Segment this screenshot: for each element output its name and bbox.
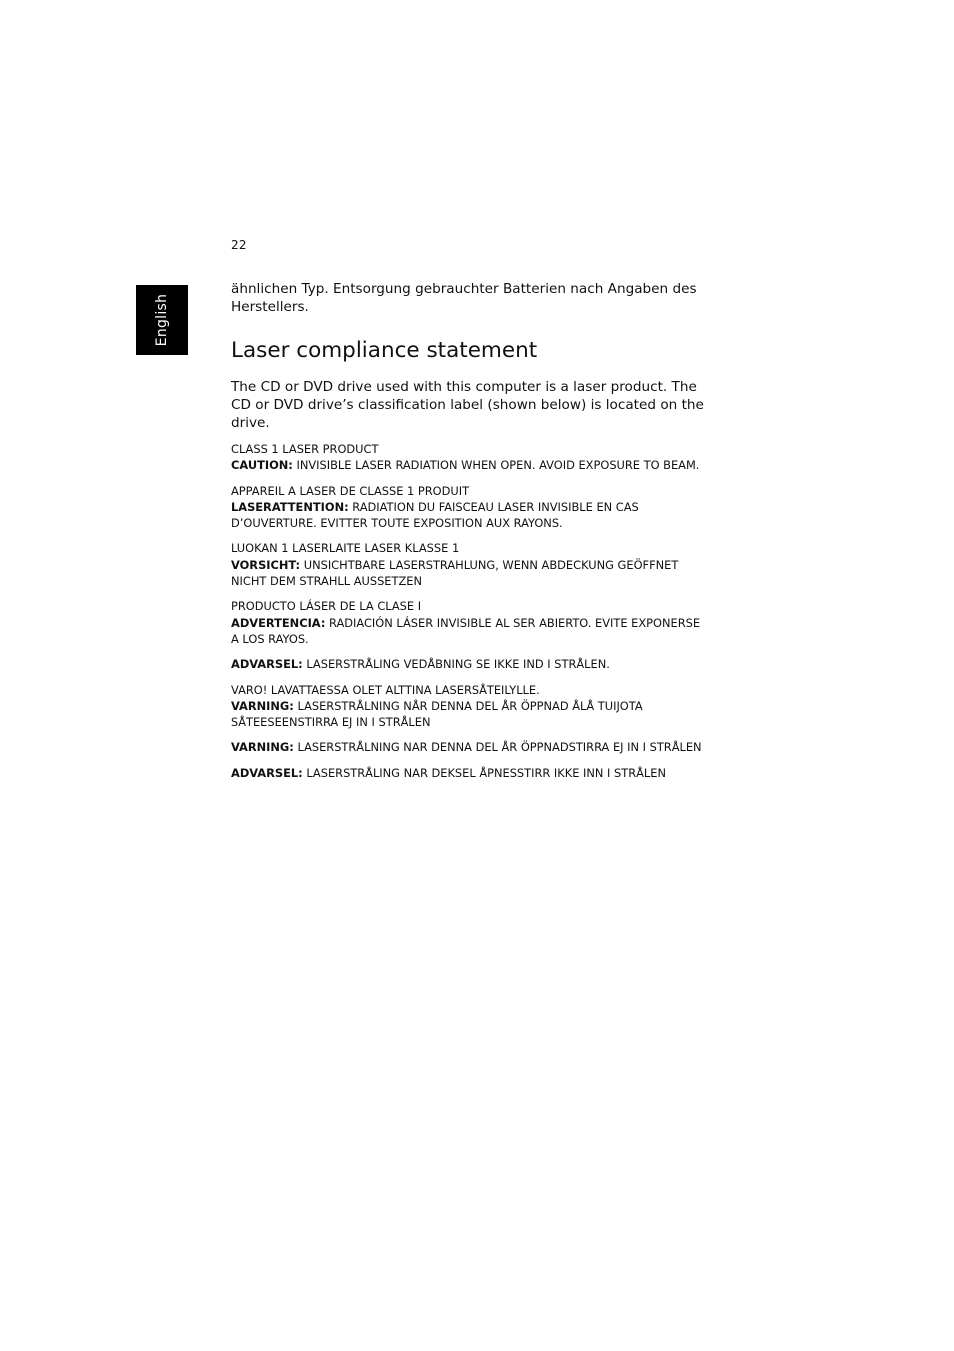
warning-block-class1 [231,441,709,474]
warning-label: ADVERTENCIA: [231,615,326,630]
warning-lead: VARO! LAVATTAESSA OLET ALTTINA LASERSÅTEILYLLE. [231,682,540,697]
warning-lead: LUOKAN 1 LASERLAITE LASER KLASSE 1 [231,541,460,556]
warning-label: VORSICHT: [231,557,301,572]
warning-block-french [231,483,709,532]
warning-lead: APPAREIL A LASER DE CLASSE 1 PRODUIT [231,483,470,498]
warning-lead: CLASS 1 LASER PRODUCT [231,442,379,456]
warning-label: VARNING: [231,698,294,713]
page-number: 22 [231,238,247,252]
section-heading: Laser compliance statement [231,338,538,363]
warning-text: UNSICHTBARE LASERSTRAHLUNG, WENN ABDECKUNG GEÖFFNET NICHT DEM STRAHLL AUSSETZEN [231,557,679,589]
language-tab-label: English [154,293,170,347]
warning-text: LASERSTRÅLING NAR DEKSEL ÅPNESSTIRR IKKE INN I STRÅLEN [302,765,666,780]
warning-block-finnish-swedish [231,682,709,731]
intro-paragraph: ähnlichen Typ. Entsorgung gebrauchter Batterien nach Angaben des Herstellers. [231,281,697,315]
warning-text: RADIATION DU FAISCEAU LASER INVISIBLE EN CAS D’OUVERTURE. EVITTER TOUTE EXPOSITION AUX RAYONS. [231,499,639,531]
warning-text: LASERSTRÅLING VEDÅBNING SE IKKE IND I STRÅLEN. [302,657,610,672]
page-content [231,280,709,790]
warning-label: CAUTION: [231,458,293,473]
section-description: The CD or DVD drive used with this computer is a laser product. The CD or DVD drive’s classification label (shown below) is located on the drive. [231,379,704,431]
warning-block-norwegian [231,765,709,781]
warning-text: LASERSTRÅLNING NAR DENNA DEL ÅR ÖPPNADSTIRRA EJ IN I STRÅLEN [293,740,702,755]
warning-block-swedish [231,739,709,755]
warning-block-german [231,540,709,589]
warning-label: VARNING: [231,740,294,755]
warning-text: INVISIBLE LASER RADIATION WHEN OPEN. AVOID EXPOSURE TO BEAM. [292,458,700,473]
warning-lead: PRODUCTO LÁSER DE LA CLASE I [231,599,422,614]
warning-text: RADIACIÓN LÁSER INVISIBLE AL SER ABIERTO. EVITE EXPONERSE A LOS RAYOS. [231,615,701,646]
warning-label: ADVARSEL: [231,765,303,780]
language-tab [136,285,188,355]
warning-block-danish [231,656,709,672]
warning-text: LASERSTRÅLNING NÅR DENNA DEL ÅR ÖPPNAD ÅLÅ TUIJOTA SÅTEESEENSTIRRA EJ IN I STRÅLEN [231,698,643,730]
warning-block-spanish [231,598,709,647]
warning-label: ADVARSEL: [231,657,303,672]
warning-label: LASERATTENTION: [231,499,349,514]
